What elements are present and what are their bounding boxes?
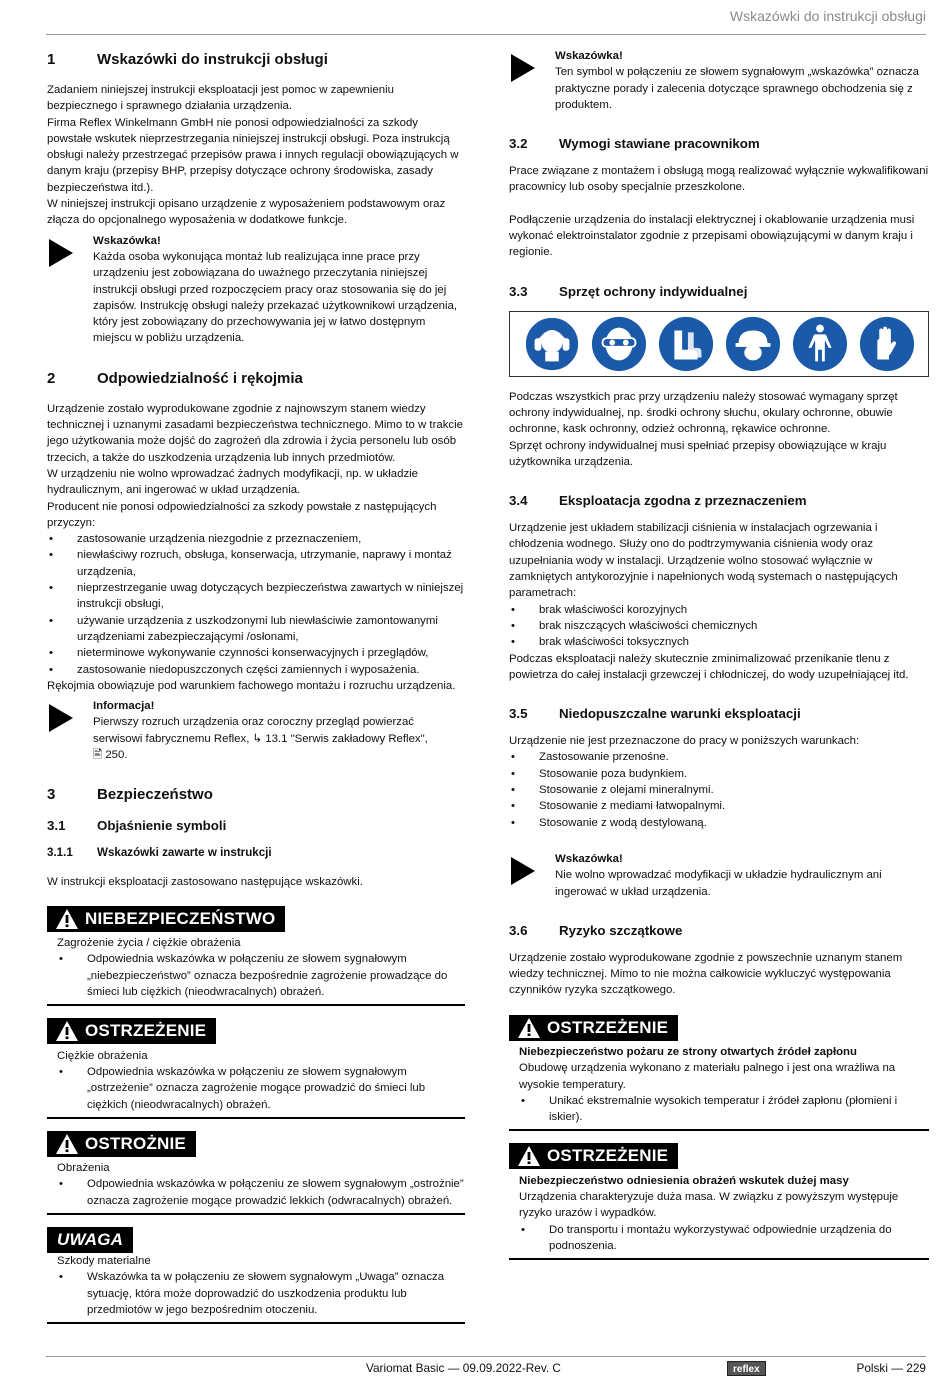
ppe-pictogram-row xyxy=(509,311,929,377)
section-title: Ryzyko szczątkowe xyxy=(559,922,683,938)
info-text xyxy=(93,714,465,763)
section-3-heading xyxy=(47,785,465,805)
note-box xyxy=(509,48,929,113)
note-title: Wskazówka! xyxy=(93,234,161,247)
list-item: • Stosowanie z mediami łatwopalnymi. xyxy=(509,798,929,814)
list-item: • brak właściwości toksycznych xyxy=(509,634,929,650)
ear-protection-icon xyxy=(523,315,581,373)
note-box xyxy=(509,851,929,900)
list-item: • Odpowiednia wskazówka w połączeniu ze słowem sygnałowym „ostrzeżenie” oznacza zagrożenie mogące prowadzić do śmieci lub ciężkich (nieodwracalnych) obrażeń. xyxy=(57,1064,465,1113)
section-number: 2 xyxy=(47,369,56,387)
conditions-list xyxy=(509,749,929,830)
hazard-subtitle: Szkody materialne xyxy=(57,1255,151,1268)
warning-triangle-icon xyxy=(517,1017,541,1039)
signal-word-badge xyxy=(509,1143,678,1169)
list-item: • zastosowanie niedopuszczonych części zamiennych i wyposażenia. xyxy=(47,662,465,678)
footer-document-id: Variomat Basic — 09.09.2022-Rev. C xyxy=(366,1361,561,1375)
section-3-3-heading xyxy=(509,283,929,301)
warning-triangle-icon xyxy=(55,1020,79,1042)
hazard-danger xyxy=(47,906,465,1006)
hazard-subtitle: Obrażenia xyxy=(57,1162,110,1175)
hazard-title: Niebezpieczeństwo odniesienia obrażeń wskutek dużej masy xyxy=(519,1174,849,1187)
section-title: Wymogi stawiane pracownikom xyxy=(559,136,760,152)
page-reference-icon: 🖹 xyxy=(93,748,103,761)
note-text: Ten symbol w połączeniu ze słowem sygnałowym „wskazówka” oznacza praktyczne porady i zalecenia dotyczące sprawnego obchodzenia się z produktem. xyxy=(555,66,920,111)
list-item: • nieprzestrzeganie uwag dotyczących bezpieczeństwa zawartych w niniejszej instrukcji obsługi, xyxy=(47,580,465,613)
signal-word: UWAGA xyxy=(57,1230,124,1250)
hazard-caution xyxy=(47,1131,465,1215)
info-arrow-icon xyxy=(49,704,73,732)
list-item: • nieterminowe wykonywanie czynności konserwacyjnych i przeglądów, xyxy=(47,645,465,661)
note-text: Nie wolno wprowadzać modyfikacji w układzie hydraulicznym ani ingerować w układ urządzenia. xyxy=(555,869,882,898)
section-title: Wskazówki do instrukcji obsługi xyxy=(97,51,328,68)
hazard-subtitle: Ciężkie obrażenia xyxy=(57,1049,148,1062)
section-3-1-heading xyxy=(47,817,465,835)
section-number: 3.1.1 xyxy=(47,846,73,860)
footer-page-number: Polski — 229 xyxy=(856,1361,926,1375)
section-title: Bezpieczeństwo xyxy=(97,786,213,804)
signal-word: OSTRZEŻENIE xyxy=(547,1146,669,1166)
info-text-part: Pierwszy rozruch urządzenia oraz coroczny przegląd powierzać serwisowi fabrycznemu Reflex, xyxy=(93,716,414,745)
note-box xyxy=(47,233,465,347)
list-item: • Odpowiednia wskazówka w połączeniu ze słowem sygnałowym „ostrożnie” oznacza zagrożenie mogące prowadzić lekkich (odwracalnych) obrażeń. xyxy=(57,1176,465,1209)
warning-triangle-icon xyxy=(55,908,79,930)
hazard-notice xyxy=(47,1227,465,1324)
paragraph: Podłączenie urządzenia do instalacji elektrycznej i okablowanie urządzenia musi wykonać elektroinstalator zgodnie z przepisami obowiązującymi w danym kraju i regionie. xyxy=(509,213,915,259)
signal-word-badge xyxy=(47,1227,133,1253)
section-title: Eksploatacja zgodna z przeznaczeniem xyxy=(559,493,807,509)
hazard-text: Obudowę urządzenia wykonano z materiału palnego i jest ona wrażliwa na wysokie temperatury. xyxy=(519,1062,896,1091)
paragraph: Urządzenie nie jest przeznaczone do pracy w poniższych warunkach: xyxy=(509,735,860,748)
page-footer xyxy=(0,1360,950,1378)
list-item: • Odpowiednia wskazówka w połączeniu ze słowem sygnałowym „niebezpieczeństwo” oznacza bezpośrednie zagrożenie prowadzące do śmieci lub ciężkich (nieodwracalnych) obrażeń. xyxy=(57,951,465,1000)
note-arrow-icon xyxy=(511,857,535,885)
hard-hat-icon xyxy=(724,315,782,373)
list-item: • brak niszczących właściwości chemicznych xyxy=(509,618,929,634)
paragraph: Urządzenie zostało wyprodukowane zgodnie z powszechnie uznanym stanem wiedzy technicznej. Mimo to nie można całkowicie wykluczyć występowania czynników ryzyka szczątkowego. xyxy=(509,951,903,997)
note-text: Każda osoba wykonująca montaż lub realizująca inne prace przy urządzeniu jest zobowiązana do uważnego przeczytania niniejszej instrukcji obsługi przed rozpoczęciem pracy oraz stosowania się do jej zapisów. Instrukcję obsługi należy przekazać użytkownikowi urządzenia, który jest zobowiązany do przechowywania jej w łatwo dostępnym miejscu w pobliżu urządzenia. xyxy=(93,250,458,345)
paragraph: Sprzęt ochrony indywidualnej musi spełniać przepisy obowiązujące w kraju użytkownika urządzenia. xyxy=(509,439,887,468)
note-title: Wskazówka! xyxy=(555,852,623,865)
section-title: Odpowiedzialność i rękojmia xyxy=(97,369,303,387)
section-title: Sprzęt ochrony indywidualnej xyxy=(559,283,748,299)
section-number: 3.2 xyxy=(509,136,528,152)
hazard-warning xyxy=(47,1018,465,1118)
warning-triangle-icon xyxy=(55,1133,79,1155)
signal-word: OSTRZEŻENIE xyxy=(547,1017,669,1037)
paragraph: Firma Reflex Winkelmann GmbH nie ponosi odpowiedzialności za szkody powstałe wskutek nieprzestrzegania niniejszej instrukcji obsługi. Poza instrukcją obsługi należy przestrzegać przepisów prawa i innych regulacji obowiązujących w danym kraju (przepisy BHP, przepisy dotyczące ochrony środowiska, zasady bezpieczeństwa itd.). xyxy=(47,116,459,194)
signal-word: OSTROŻNIE xyxy=(85,1133,186,1153)
section-number: 1 xyxy=(47,51,56,68)
section-title: Objaśnienie symboli xyxy=(97,818,227,834)
left-column xyxy=(47,50,465,1336)
paragraph: W urządzeniu nie wolno wprowadzać żadnych modyfikacji, np. w układzie hydraulicznym, ani ingerować w układ urządzenia. xyxy=(47,467,419,497)
list-item: • Stosowanie z wodą destylowaną. xyxy=(509,815,929,831)
paragraph: Rękojmia obowiązuje pod warunkiem fachowego montażu i rozruchu urządzenia. xyxy=(47,679,456,692)
section-number: 3 xyxy=(47,786,56,804)
warning-heavy-mass xyxy=(509,1143,929,1260)
paragraph: Urządzenie jest układem stabilizacji ciśnienia w instalacjach ogrzewania i chłodzenia wodnego. Służy ono do podtrzymywania ciśnienia wody oraz uzupełniania wody w instalacji. Urządzenie wolno stosować wyłącznie w zamkniętych antykorozyjnie i napełnionych wodą systemach o następujących parametrach: xyxy=(509,522,898,600)
signal-word-badge xyxy=(47,906,285,932)
section-3-2-heading xyxy=(509,135,929,153)
list-item: • Zastosowanie przenośne. xyxy=(509,749,929,765)
header-rule xyxy=(46,34,926,35)
info-box xyxy=(47,698,465,763)
note-title: Wskazówka! xyxy=(555,50,623,62)
liability-list xyxy=(47,531,465,678)
paragraph: Prace związane z montażem i obsługą mogą realizować wyłącznie wykwalifikowani pracownicy lub osoby specjalnie przeszkolone. xyxy=(509,165,929,194)
list-item: • Wskazówka ta w połączeniu ze słowem sygnałowym „Uwaga” oznacza sytuację, która może doprowadzić do uszkodzenia produktu lub przedmiotów w jego bezpośrednim otoczeniu. xyxy=(57,1269,465,1318)
list-item: • używanie urządzenia z uszkodzonymi lub niewłaściwie zamontowanymi urządzeniami zabezpieczającymi /osłonami, xyxy=(47,613,465,646)
hazard-title: Niebezpieczeństwo pożaru ze strony otwartych źródeł zapłonu xyxy=(519,1045,857,1058)
section-2-heading xyxy=(47,369,465,389)
section-3-4-heading xyxy=(509,492,929,510)
signal-word-badge xyxy=(47,1131,196,1157)
section-3-5-heading xyxy=(509,705,929,723)
section-title: Niedopuszczalne warunki eksploatacji xyxy=(559,706,801,722)
parameter-list xyxy=(509,602,929,651)
paragraph: Producent nie ponosi odpowiedzialności za szkody powstałe z następujących przyczyn: xyxy=(47,500,437,529)
section-title: Wskazówki zawarte w instrukcji xyxy=(97,846,272,860)
right-column xyxy=(509,50,929,1272)
signal-word: NIEBEZPIECZEŃSTWO xyxy=(85,908,276,928)
list-item: • Stosowanie poza budynkiem. xyxy=(509,766,929,782)
note-arrow-icon xyxy=(511,54,535,82)
list-item: • Unikać ekstremalnie wysokich temperatur i źródeł zapłonu (płomieni i iskier). xyxy=(519,1093,929,1126)
paragraph: W niniejszej instrukcji opisano urządzenie z wyposażeniem podstawowym oraz złącza do opcjonalnego wyposażenia w dodatkowe funkcje. xyxy=(47,198,446,227)
warning-triangle-icon xyxy=(517,1145,541,1167)
section-1-heading xyxy=(47,50,465,70)
paragraph: Zadaniem niniejszej instrukcji eksploatacji jest pomoc w zapewnieniu bezpiecznego i sprawnego działania urządzenia. xyxy=(47,84,394,113)
cross-reference-link[interactable]: 13.1 "Serwis zakładowy Reflex", xyxy=(265,732,428,745)
section-3-1-1-heading xyxy=(47,845,465,861)
hazard-text: Urządzenia charakteryzuje duża masa. W związku z powyższym występuje ryzyko urazów i wypadków. xyxy=(519,1191,899,1220)
list-item: • Stosowanie z olejami mineralnymi. xyxy=(509,782,929,798)
section-number: 3.4 xyxy=(509,493,528,509)
signal-word-badge xyxy=(47,1018,216,1044)
section-number: 3.6 xyxy=(509,922,528,938)
running-header-title: Wskazówki do instrukcji obsługi xyxy=(729,8,926,24)
section-number: 3.3 xyxy=(509,283,528,299)
safety-boots-icon xyxy=(657,315,715,373)
gloves-icon xyxy=(858,315,916,373)
info-title: Informacja! xyxy=(93,700,155,713)
warning-fire xyxy=(509,1015,929,1132)
signal-word: OSTRZEŻENIE xyxy=(85,1021,207,1041)
protective-suit-icon xyxy=(791,315,849,373)
paragraph: Podczas eksploatacji należy skutecznie zminimalizować przenikanie tlenu z powietrza do całej instalacji grzewczej i chłodniczej, do wody uzupełniającej itd. xyxy=(509,652,909,681)
section-number: 3.1 xyxy=(47,818,66,834)
cross-reference-icon: ↳ xyxy=(252,732,263,745)
section-3-6-heading xyxy=(509,922,929,940)
list-item: • zastosowanie urządzenia niezgodnie z przeznaczeniem, xyxy=(47,531,465,547)
footer-rule xyxy=(46,1356,926,1357)
page-reference: 250. xyxy=(105,748,128,761)
reflex-logo: reflex xyxy=(727,1361,766,1376)
list-item: • brak właściwości korozyjnych xyxy=(509,602,929,618)
list-item: • Do transportu i montażu wykorzystywać odpowiednie urządzenia do podnoszenia. xyxy=(519,1222,929,1255)
section-number: 3.5 xyxy=(509,706,528,722)
paragraph: Podczas wszystkich prac przy urządzeniu należy stosować wymagany sprzęt ochrony indywidualnej, np. środki ochrony słuchu, okulary ochronne, obuwie ochronne, kask ochronny, odzież ochronną, rękawice ochronne. xyxy=(509,390,898,436)
note-arrow-icon xyxy=(49,239,73,267)
safety-goggles-icon xyxy=(590,315,648,373)
paragraph: W instrukcji eksploatacji zastosowano następujące wskazówki. xyxy=(47,875,363,888)
paragraph: Urządzenie zostało wyprodukowane zgodnie z najnowszym stanem wiedzy technicznej i uznanymi zasadami bezpieczeństwa technicznego. Mimo to w trakcie jego użytkowania może dojść do zagrożeń dla zdrowia i życia personelu lub osób trzecich, a także do uszkodzenia urządzenia lub innych przedmiotów. xyxy=(47,402,463,464)
hazard-subtitle: Zagrożenie życia / ciężkie obrażenia xyxy=(57,937,241,950)
signal-word-badge xyxy=(509,1015,678,1041)
list-item: • niewłaściwy rozruch, obsługa, konserwacja, utrzymanie, naprawy i montaż urządzenia, xyxy=(47,547,465,580)
